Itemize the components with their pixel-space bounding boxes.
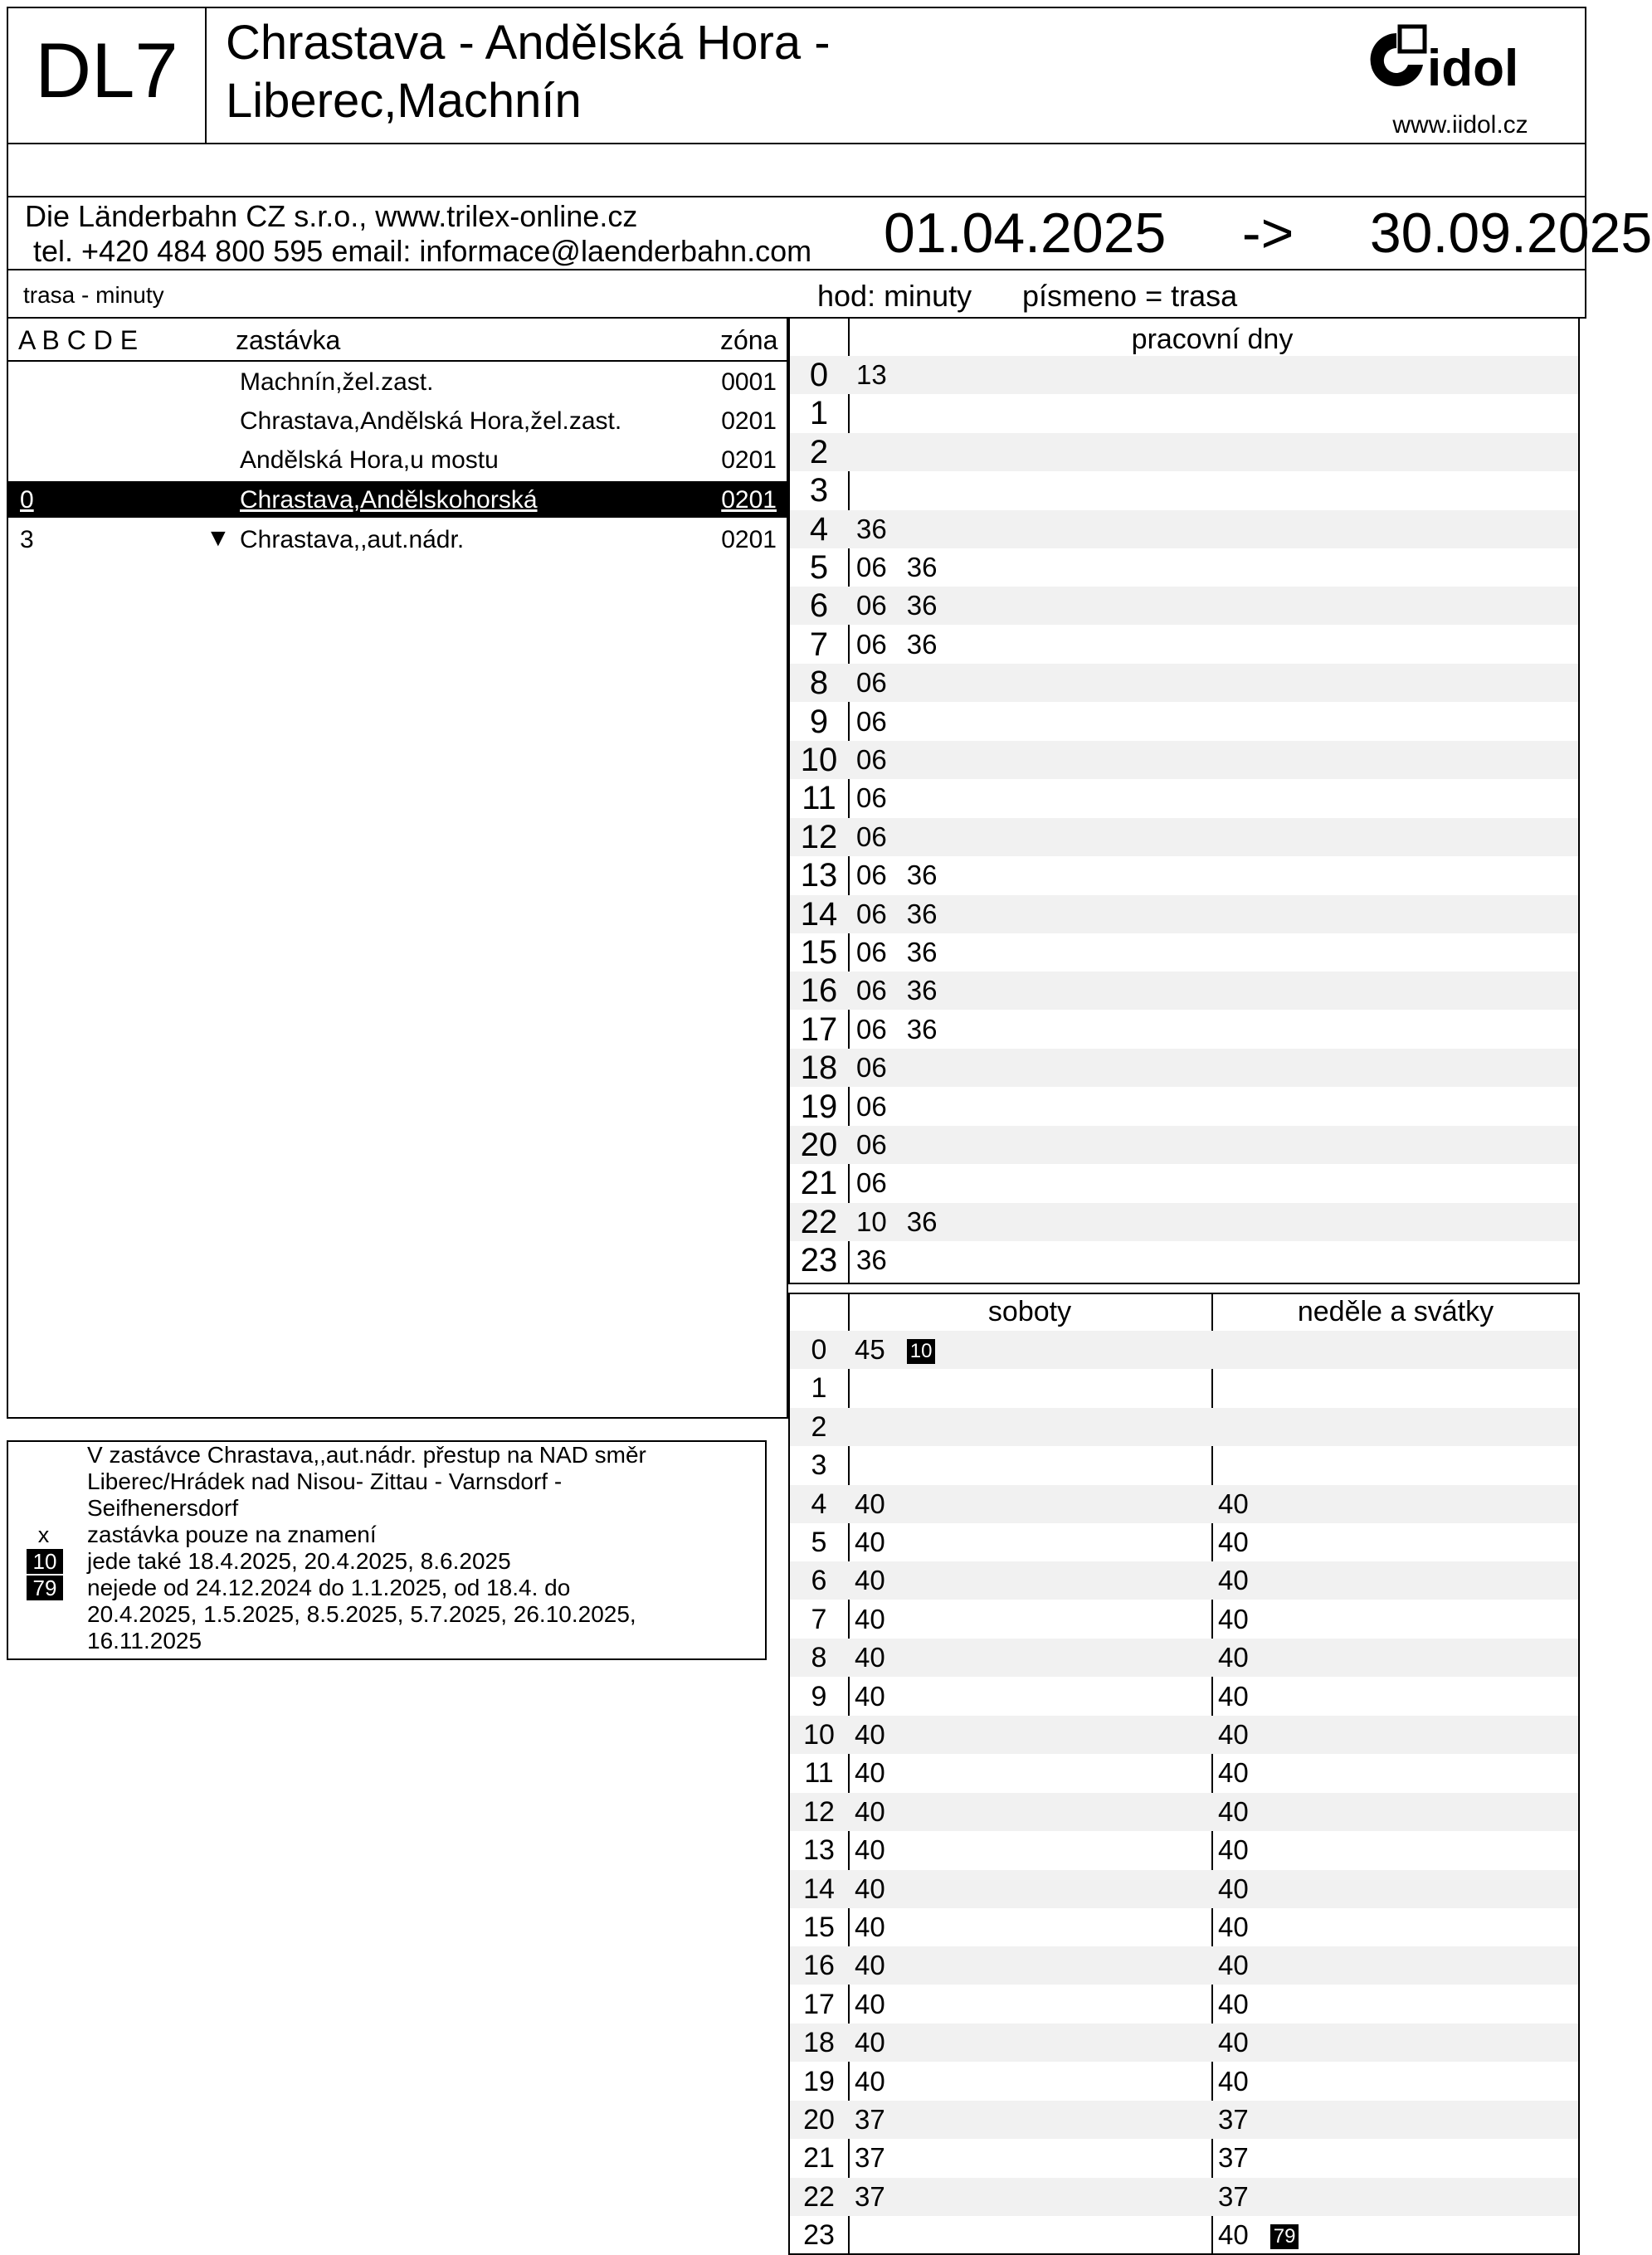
- saturday-minutes: [855, 2139, 905, 2177]
- minute-list: [856, 741, 907, 779]
- note-text: jede také 18.4.2025, 20.4.2025, 8.6.2025: [87, 1548, 511, 1574]
- stop-row: [8, 441, 787, 478]
- stop-row: [8, 521, 787, 558]
- sunday-minutes: [1218, 1523, 1269, 1561]
- weekday-hour-row: [790, 972, 1578, 1010]
- departure-minute: 40: [855, 1988, 885, 2019]
- sunday-minutes: [1218, 2216, 1299, 2254]
- saturday-minutes: [855, 1985, 905, 2024]
- hour-label: 13: [800, 857, 838, 894]
- hour-label: 4: [811, 1488, 827, 1520]
- departure-minute: 06: [856, 1129, 887, 1160]
- weekday-hour-row: [790, 1011, 1578, 1049]
- hour-label: 7: [811, 1603, 827, 1635]
- weekday-hour-row: [790, 1126, 1578, 1164]
- departure-minute: 36: [906, 1013, 938, 1045]
- minute-list: [856, 703, 907, 741]
- weekend-hour-row: [790, 1908, 1578, 1946]
- departure-minute: 06: [856, 1052, 887, 1084]
- note-text: nejede od 24.12.2024 do 1.1.2025, od 18.4. do: [87, 1575, 571, 1600]
- sunday-minutes: [1218, 1870, 1269, 1908]
- saturday-minutes: [855, 2024, 905, 2062]
- departure-minute: 40: [855, 1527, 885, 1557]
- hour-label: 5: [811, 1527, 827, 1558]
- stop-name: Chrastava,,aut.nádr.: [240, 526, 465, 553]
- stop-zone: 0001: [721, 368, 777, 396]
- departure-minute: 40: [1218, 1565, 1249, 1596]
- departure-minute: 40: [1218, 1988, 1249, 2019]
- hour-label: 19: [800, 1088, 838, 1125]
- departure-minute: 40: [855, 1834, 885, 1866]
- sunday-minutes: [1218, 1754, 1269, 1792]
- departure-minute: 36: [856, 1244, 887, 1276]
- minute-list: [856, 1126, 907, 1164]
- blank-row: [7, 144, 1586, 197]
- direction-arrow-icon: ▼: [206, 524, 231, 552]
- weekday-hour-row: [790, 856, 1578, 894]
- validity-arrow: ->: [1241, 202, 1294, 265]
- departure-minute: 40: [855, 1719, 885, 1750]
- weekend-hour-row: [790, 1985, 1578, 2024]
- minute-list: [856, 1011, 957, 1049]
- hour-label: 5: [809, 549, 829, 586]
- minute-list: [856, 626, 957, 664]
- sunday-minutes: [1218, 1793, 1269, 1831]
- hour-label: 3: [811, 1449, 827, 1482]
- hour-label: 8: [811, 1642, 827, 1674]
- hour-label: 12: [800, 818, 838, 855]
- route-title-line2: Liberec,Machnín: [226, 74, 582, 128]
- hour-label: 8: [809, 665, 829, 702]
- stops-header-divider: [7, 360, 788, 362]
- letter-route-label: písmeno = trasa: [1022, 279, 1238, 313]
- weekday-hour-row: [790, 1049, 1578, 1087]
- hour-label: 23: [803, 2219, 835, 2252]
- departure-minute: 40: [1218, 1834, 1249, 1866]
- departure-minute: 40: [1218, 1795, 1249, 1827]
- minute-list: [856, 548, 957, 587]
- minute-list: [856, 895, 957, 933]
- departure-minute: 36: [906, 628, 938, 660]
- weekday-hour-row: [790, 1164, 1578, 1202]
- note-text: V zastávce Chrastava,,aut.nádr. přestup na NAD směr: [87, 1442, 646, 1468]
- departure-minute: 40: [1218, 2065, 1249, 2097]
- hour-label: 16: [800, 972, 838, 1010]
- weekday-hour-row: [790, 548, 1578, 587]
- note-symbol: x: [37, 1522, 50, 1547]
- departure-minute: 06: [856, 744, 887, 775]
- weekend-hour-row: [790, 1678, 1578, 1716]
- saturday-minutes: [855, 2178, 905, 2216]
- sunday-minutes: [1218, 1639, 1269, 1677]
- sunday-minutes: [1218, 2024, 1269, 2062]
- hour-label: 9: [811, 1680, 827, 1712]
- minute-list: [856, 587, 957, 625]
- stop-zone: 0201: [721, 526, 777, 553]
- stop-zone: 0201: [721, 486, 777, 514]
- sunday-minutes: [1218, 1908, 1269, 1946]
- hour-label: 3: [809, 472, 829, 509]
- departure-minute: 06: [856, 782, 887, 814]
- weekend-hour-row: [790, 2216, 1578, 2254]
- hour-label: 14: [800, 895, 838, 933]
- hour-label: 19: [803, 2065, 835, 2097]
- weekend-hour-row: [790, 1600, 1578, 1639]
- departure-minute: 06: [856, 821, 887, 852]
- saturday-minutes: [855, 2063, 905, 2101]
- departure-minute: 40: [855, 1795, 885, 1827]
- departure-minute: 37: [1218, 2180, 1249, 2212]
- weekday-hour-row: [790, 1241, 1578, 1279]
- weekend-hour-row: [790, 1831, 1578, 1869]
- departure-minute: 40: [1218, 1950, 1249, 1981]
- departure-minute: 36: [856, 513, 887, 544]
- minute-list: [856, 1241, 907, 1279]
- departure-minute: 37: [855, 2142, 885, 2174]
- saturday-minutes: [855, 1331, 935, 1369]
- departure-minute: 40: [1218, 1527, 1249, 1557]
- note-text: Liberec/Hrádek nad Nisou- Zittau - Varnsdorf -: [87, 1468, 563, 1494]
- minute-list: [856, 356, 907, 394]
- departure-minute: 10: [856, 1205, 887, 1237]
- sunday-minutes: [1218, 2101, 1269, 2139]
- weekend-hour-row: [790, 1870, 1578, 1908]
- hour-label: 21: [800, 1165, 838, 1202]
- line-code: DL7: [35, 27, 178, 114]
- departure-minute: 36: [906, 975, 938, 1006]
- minute-list: [856, 510, 907, 548]
- hour-label: 2: [811, 1410, 827, 1443]
- legend-row: [7, 270, 1586, 319]
- weekday-hour-row: [790, 741, 1578, 779]
- weekend-hour-row: [790, 1369, 1578, 1407]
- hour-label: 13: [803, 1834, 835, 1867]
- departure-minute: 06: [856, 898, 887, 929]
- departure-minute: 40: [1218, 2027, 1249, 2058]
- departure-minute: 36: [906, 898, 938, 929]
- weekday-hour-row: [790, 818, 1578, 856]
- saturday-minutes: [855, 1716, 905, 1754]
- saturday-title: soboty: [987, 1296, 1072, 1327]
- weekday-hour-row: [790, 779, 1578, 817]
- saturday-minutes: [855, 1600, 905, 1639]
- departure-minute: 06: [856, 590, 887, 621]
- minute-list: [856, 933, 957, 972]
- hour-label: 2: [809, 433, 829, 470]
- weekend-hour-row: [790, 2024, 1578, 2062]
- saturday-minutes: [855, 1908, 905, 1946]
- weekday-hour-row: [790, 933, 1578, 972]
- minute-list: [856, 1164, 907, 1202]
- hour-label: 20: [803, 2104, 835, 2136]
- hour-label: 17: [800, 1011, 838, 1048]
- hour-label: 10: [803, 1719, 835, 1751]
- weekday-hour-row: [790, 587, 1578, 625]
- trasa-minutes-label: trasa - minuty: [23, 282, 164, 308]
- weekday-hour-row: [790, 664, 1578, 702]
- stop-name: Chrastava,Andělská Hora,žel.zast.: [240, 407, 622, 435]
- departure-minute: 40: [855, 1488, 885, 1519]
- stop-row: [8, 363, 787, 400]
- saturday-minutes: [855, 1485, 905, 1523]
- route-columns-header: A B C D E: [18, 325, 139, 355]
- website-link[interactable]: www.iidol.cz: [1392, 111, 1528, 139]
- weekday-hour-row: [790, 433, 1578, 471]
- hour-label: 11: [802, 780, 836, 817]
- weekday-hour-row: [790, 510, 1578, 548]
- stop-name: Machnín,žel.zast.: [240, 368, 434, 396]
- departure-minute: 37: [1218, 2142, 1249, 2174]
- hour-label: 0: [811, 1334, 827, 1366]
- departure-minute: 40: [1218, 1680, 1249, 1712]
- departure-minute: 40: [1218, 1757, 1249, 1789]
- weekend-hour-row: [790, 1446, 1578, 1484]
- weekday-hour-row: [790, 394, 1578, 432]
- route-title-line1: Chrastava - Andělská Hora -: [226, 16, 831, 70]
- departure-minute: 06: [856, 1167, 887, 1199]
- departure-minute: 40: [1218, 1642, 1249, 1673]
- hour-label: 15: [803, 1912, 835, 1943]
- weekday-title: pracovní dny: [1131, 324, 1294, 355]
- departure-minute: 06: [856, 552, 887, 582]
- sunday-minutes: [1218, 2178, 1269, 2216]
- minute-list: [856, 972, 957, 1010]
- stop-minutes: 0: [20, 486, 34, 514]
- weekend-hour-row: [790, 1331, 1578, 1369]
- hour-label: 1: [811, 1372, 827, 1405]
- minute-list: [856, 664, 907, 702]
- stop-name: Andělská Hora,u mostu: [240, 446, 499, 474]
- weekend-hour-row: [790, 1639, 1578, 1677]
- departure-minute: 36: [906, 937, 938, 967]
- saturday-minutes: [855, 1523, 905, 1561]
- departure-minute: 37: [1218, 2104, 1249, 2135]
- weekend-hour-row: [790, 1793, 1578, 1831]
- sunday-title: neděle a svátky: [1297, 1296, 1494, 1327]
- hour-label: 20: [800, 1127, 838, 1163]
- hour-label: 12: [803, 1795, 835, 1828]
- minute-list: [856, 818, 907, 856]
- departure-minute: 06: [856, 860, 887, 891]
- departure-minute: 40: [1218, 1719, 1249, 1750]
- saturday-minutes: [855, 2101, 905, 2139]
- departure-minute: 40: [1218, 1488, 1249, 1519]
- stop-row: [8, 402, 787, 439]
- departure-minute: 36: [906, 590, 938, 621]
- departure-minute: 37: [855, 2104, 885, 2135]
- departure-minute: 40: [855, 1873, 885, 1904]
- sunday-minutes: [1218, 1485, 1269, 1523]
- minute-list: [856, 1049, 907, 1087]
- departure-minute: 40: [855, 1642, 885, 1673]
- departure-minute: 13: [856, 359, 887, 390]
- hour-label: 9: [809, 703, 829, 740]
- departure-minute: 36: [906, 860, 938, 891]
- note-reference-badge: 79: [1270, 2224, 1299, 2249]
- departure-minute: 40: [855, 1950, 885, 1981]
- saturday-minutes: [855, 1793, 905, 1831]
- departure-minute: 06: [856, 1090, 887, 1122]
- hour-label: 11: [804, 1757, 834, 1790]
- departure-minute: 37: [855, 2180, 885, 2212]
- departure-minute: 40: [1218, 1912, 1249, 1942]
- sunday-minutes: [1218, 1946, 1269, 1985]
- weekday-hour-row: [790, 1203, 1578, 1241]
- hour-label: 7: [809, 626, 829, 663]
- weekend-hour-row: [790, 1523, 1578, 1561]
- departure-minute: 45: [855, 1334, 885, 1365]
- departure-minute: 40: [1218, 2219, 1249, 2251]
- validity-period: [884, 201, 1652, 265]
- valid-to: 30.09.2025: [1369, 202, 1652, 265]
- hour-label: 6: [811, 1565, 827, 1597]
- note-text: zastávka pouze na znamení: [87, 1522, 377, 1547]
- minute-list: [856, 779, 907, 817]
- sunday-minutes: [1218, 1678, 1269, 1716]
- hour-label: 16: [803, 1950, 835, 1982]
- weekday-hour-row: [790, 703, 1578, 741]
- saturday-minutes: [855, 1870, 905, 1908]
- departure-minute: 06: [856, 937, 887, 967]
- departure-minute: 06: [856, 975, 887, 1006]
- weekday-hour-row: [790, 356, 1578, 394]
- saturday-minutes: [855, 1946, 905, 1985]
- hour-label: 0: [809, 357, 829, 393]
- departure-minute: 40: [855, 1565, 885, 1596]
- weekend-hour-row: [790, 2178, 1578, 2216]
- sunday-minutes: [1218, 2063, 1269, 2101]
- brand-name: idol: [1427, 40, 1519, 97]
- departure-minute: 40: [855, 2027, 885, 2058]
- hour-label: 21: [803, 2142, 835, 2175]
- hour-label: 22: [803, 2180, 835, 2213]
- saturday-minutes: [855, 1678, 905, 1716]
- sunday-minutes: [1218, 2139, 1269, 2177]
- departure-minute: 06: [856, 705, 887, 737]
- minute-list: [856, 1088, 907, 1126]
- note-symbol-badge: 79: [27, 1576, 63, 1600]
- hour-minutes-label: hod: minuty: [817, 279, 972, 313]
- weekend-hour-row: [790, 1561, 1578, 1600]
- stop-column-header: zastávka: [236, 325, 341, 355]
- hour-label: 18: [800, 1050, 838, 1087]
- saturday-minutes: [855, 1639, 905, 1677]
- weekday-hour-row: [790, 1088, 1578, 1126]
- note-text: 20.4.2025, 1.5.2025, 8.5.2025, 5.7.2025, 26.10.2025,: [87, 1601, 636, 1627]
- sunday-minutes: [1218, 1600, 1269, 1639]
- weekend-hour-row: [790, 1716, 1578, 1754]
- hour-label: 6: [809, 587, 829, 625]
- hour-label: 22: [800, 1203, 838, 1240]
- hour-label: 23: [800, 1242, 838, 1279]
- operator-name: Die Länderbahn CZ s.r.o., www.trilex-online.cz: [25, 199, 638, 233]
- departure-minute: 40: [855, 1603, 885, 1634]
- departure-minute: 40: [855, 2065, 885, 2097]
- valid-from: 01.04.2025: [884, 202, 1167, 265]
- weekday-hour-row: [790, 895, 1578, 933]
- minute-list: [856, 1203, 957, 1241]
- hour-label: 10: [800, 742, 838, 778]
- departure-minute: 06: [856, 1013, 887, 1045]
- departure-minute: 36: [906, 552, 938, 582]
- operator-contact: tel. +420 484 800 595 email: informace@laenderbahn.com: [33, 234, 812, 268]
- hour-label: 1: [809, 395, 829, 432]
- weekday-hour-row: [790, 626, 1578, 664]
- stop-name: Chrastava,Andělskohorská: [240, 486, 538, 514]
- weekend-hour-row: [790, 2101, 1578, 2139]
- sunday-minutes: [1218, 1985, 1269, 2024]
- departure-minute: 06: [856, 667, 887, 699]
- note-symbol-badge: 10: [27, 1549, 63, 1574]
- note-text: Seifhenersdorf: [87, 1495, 239, 1521]
- hour-label: 18: [803, 2027, 835, 2059]
- weekday-hour-row: [790, 471, 1578, 509]
- sunday-minutes: [1218, 1561, 1269, 1600]
- departure-minute: 40: [855, 1757, 885, 1789]
- sunday-minutes: [1218, 1831, 1269, 1869]
- weekend-hour-row: [790, 1485, 1578, 1523]
- hour-label: 14: [803, 1873, 835, 1905]
- zone-column-header: zóna: [720, 325, 778, 355]
- note-text: 16.11.2025: [87, 1628, 202, 1654]
- weekend-hour-row: [790, 2063, 1578, 2101]
- stop-zone: 0201: [721, 407, 777, 435]
- saturday-minutes: [855, 1831, 905, 1869]
- hour-label: 17: [803, 1988, 835, 2020]
- departure-minute: 06: [856, 628, 887, 660]
- departure-minute: 40: [855, 1912, 885, 1942]
- departure-minute: 40: [855, 1680, 885, 1712]
- weekend-hour-row: [790, 1946, 1578, 1985]
- saturday-minutes: [855, 1754, 905, 1792]
- departure-minute: 40: [1218, 1873, 1249, 1904]
- stop-zone: 0201: [721, 446, 777, 474]
- stop-minutes: 3: [20, 526, 34, 553]
- stop-row-current: [8, 481, 787, 518]
- hour-label: 15: [800, 934, 838, 971]
- weekend-hour-row: [790, 1754, 1578, 1792]
- saturday-minutes: [855, 1561, 905, 1600]
- weekend-hour-row: [790, 1408, 1578, 1446]
- weekend-hour-row: [790, 2139, 1578, 2177]
- departure-minute: 40: [1218, 1603, 1249, 1634]
- note-reference-badge: 10: [907, 1339, 936, 1364]
- departure-minute: 36: [906, 1205, 938, 1237]
- minute-list: [856, 856, 957, 894]
- hour-label: 4: [809, 510, 829, 548]
- sunday-minutes: [1218, 1716, 1269, 1754]
